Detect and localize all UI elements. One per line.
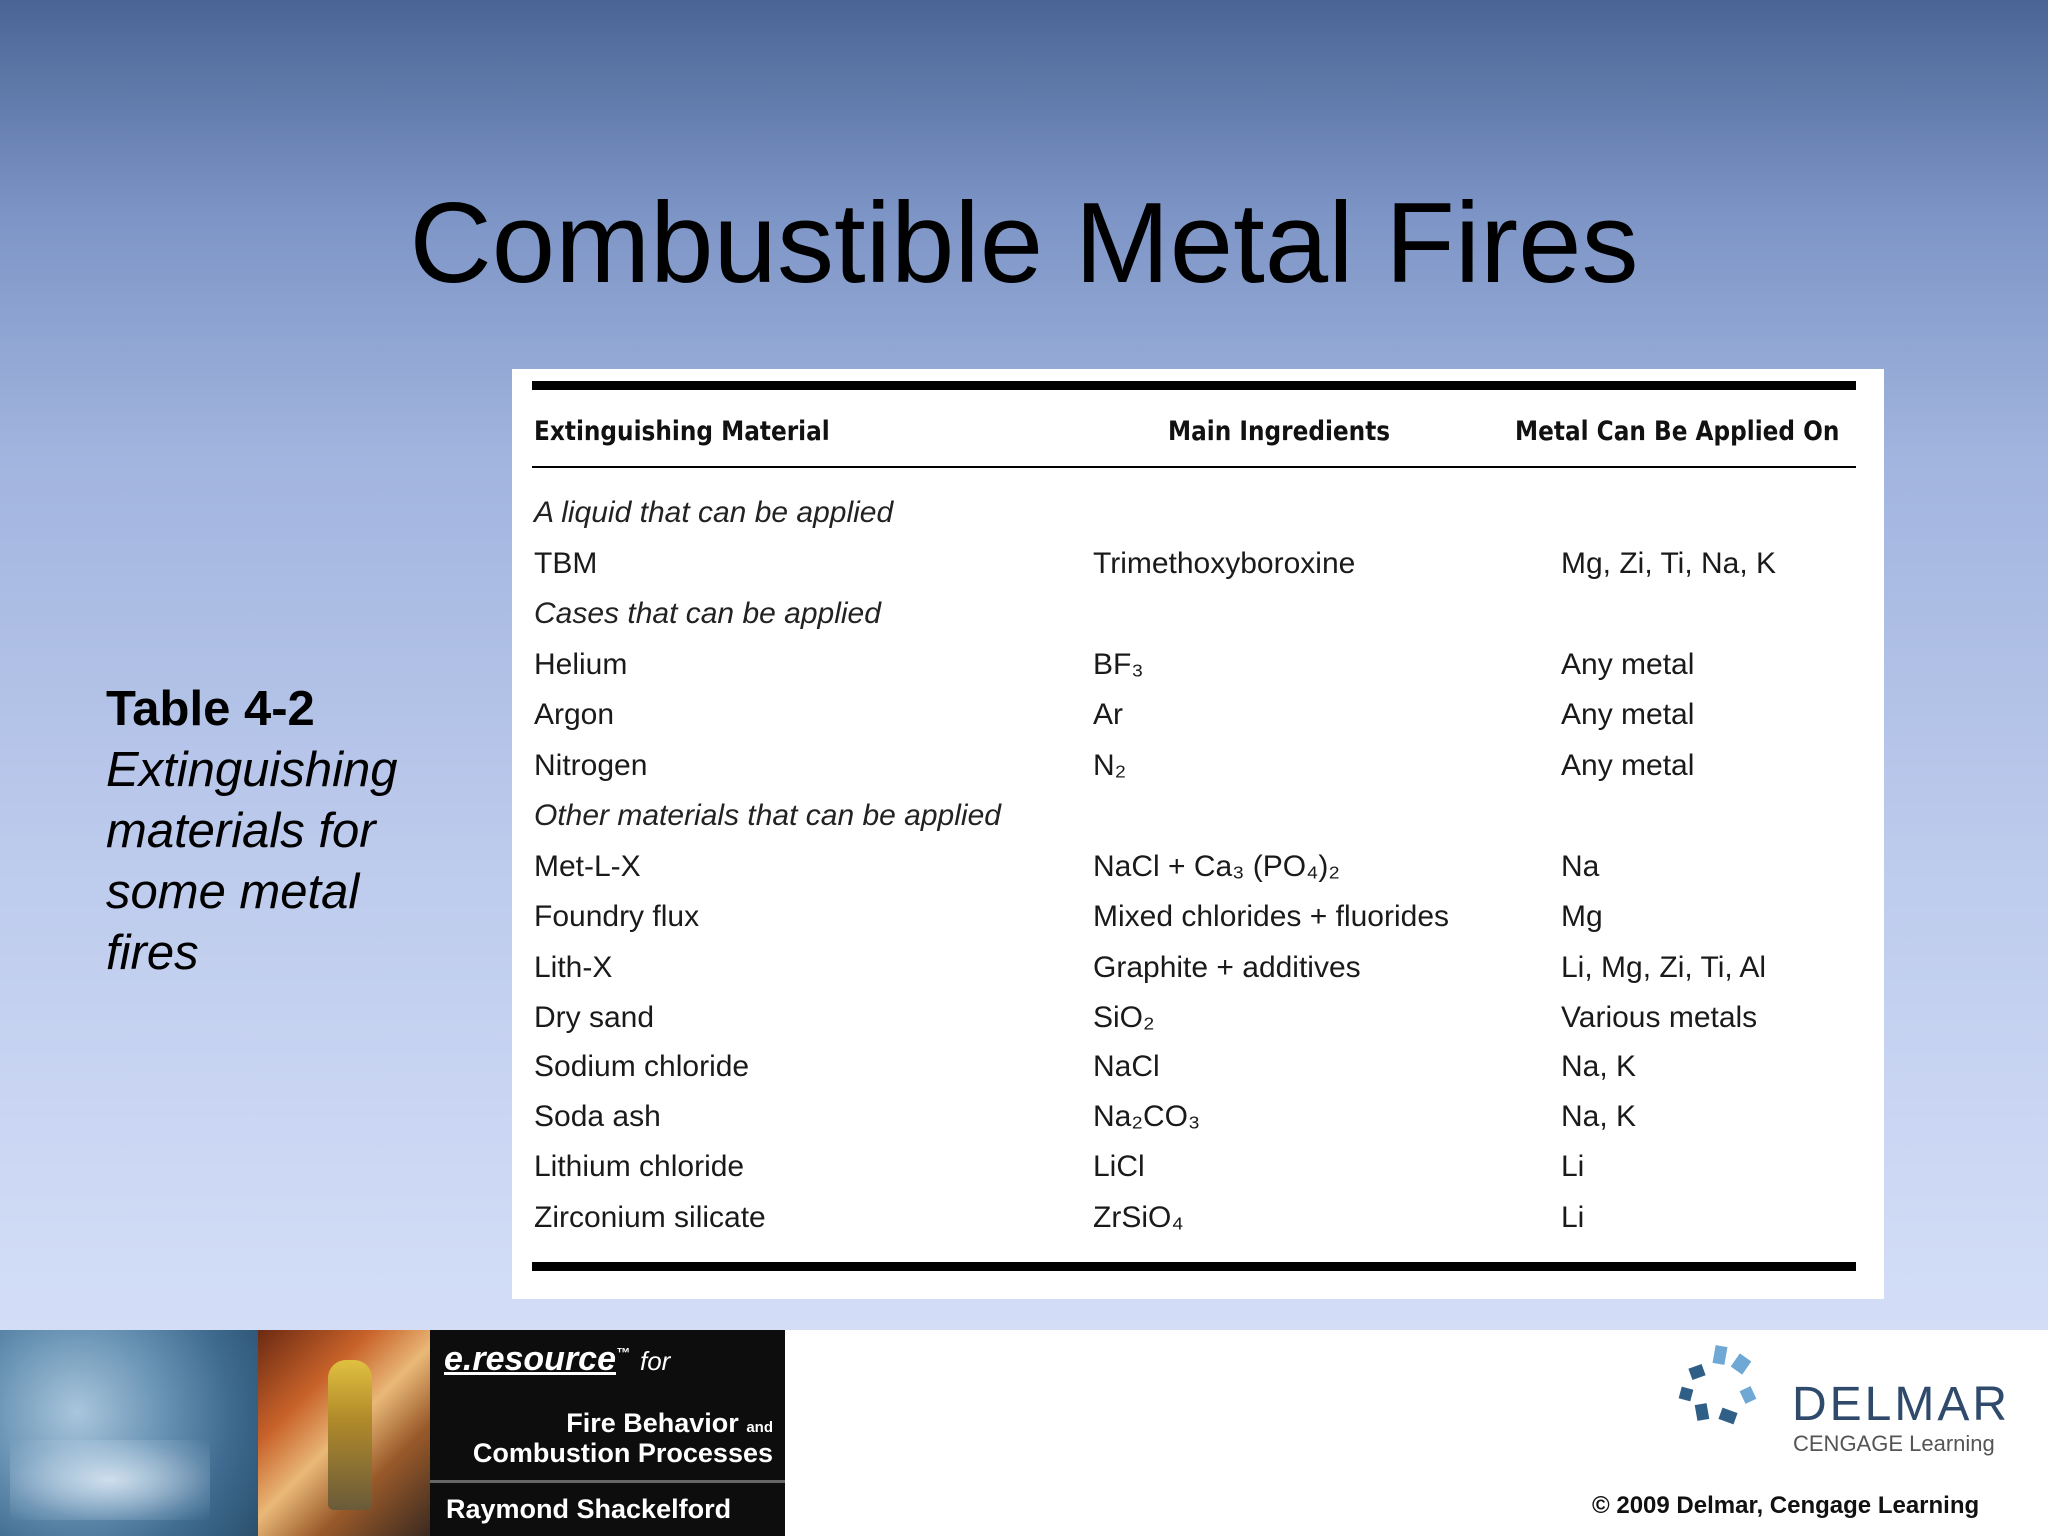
cell-metals: Mg <box>1561 900 1603 933</box>
cell-material: Sodium chloride <box>534 1050 750 1083</box>
cell-metals: Various metals <box>1561 1001 1758 1034</box>
cell-material: Nitrogen <box>534 749 648 782</box>
cell-metals: Li, Mg, Zi, Ti, Al <box>1561 951 1767 984</box>
header-metal-applied-on: Metal Can Be Applied On <box>1515 416 1840 447</box>
caption-label: Table 4-2 <box>106 682 315 736</box>
cell-ingredients: Ar <box>1093 698 1123 731</box>
caption-line: fires <box>106 926 199 980</box>
slide-title: Combustible Metal Fires <box>409 180 1639 307</box>
cell-material: Argon <box>534 698 615 731</box>
cell-material: Zirconium silicate <box>534 1201 766 1234</box>
cell-material: Foundry flux <box>534 900 700 933</box>
caption-line: materials for <box>106 804 376 858</box>
cell-ingredients: LiCl <box>1093 1150 1145 1183</box>
section-label: A liquid that can be applied <box>534 496 894 529</box>
cell-metals: Na, K <box>1561 1050 1637 1083</box>
eresource-brand-box <box>430 1330 785 1536</box>
cell-metals: Li <box>1561 1201 1585 1234</box>
table-top-rule <box>532 381 1856 390</box>
header-main-ingredients: Main Ingredients <box>1168 416 1391 447</box>
cell-metals: Na <box>1561 850 1600 883</box>
cell-ingredients: BF₃ <box>1093 648 1144 681</box>
cell-material: Dry sand <box>534 1001 655 1034</box>
cell-material: Met-L-X <box>534 850 641 883</box>
cell-metals: Na, K <box>1561 1100 1637 1133</box>
cell-ingredients: Trimethoxyboroxine <box>1093 547 1356 580</box>
footer-banner <box>0 1330 2048 1536</box>
section-label: Other materials that can be applied <box>534 799 1001 832</box>
publisher-subtitle: CENGAGE Learning <box>1793 1431 1995 1456</box>
book-title-line1: Fire Behavior and <box>566 1408 773 1438</box>
brand-divider <box>430 1480 785 1483</box>
caption-description <box>106 740 486 984</box>
publisher-name: DELMAR <box>1792 1378 2011 1431</box>
cell-metals: Any metal <box>1561 749 1695 782</box>
firefighter-figure <box>328 1360 372 1510</box>
cell-material: TBM <box>534 547 598 580</box>
table-bottom-rule <box>532 1262 1856 1271</box>
cell-material: Soda ash <box>534 1100 661 1133</box>
copyright-notice: © 2009 Delmar, Cengage Learning <box>1592 1492 1980 1519</box>
cell-material: Helium <box>534 648 628 681</box>
cell-ingredients: NaCl + Ca₃ (PO₄)₂ <box>1093 850 1340 883</box>
caption-line: Extinguishing <box>106 743 398 797</box>
cell-ingredients: Graphite + additives <box>1093 951 1361 984</box>
caption-line: some metal <box>106 865 360 919</box>
firefighter-photo <box>258 1330 430 1536</box>
cell-ingredients: SiO₂ <box>1093 1001 1155 1034</box>
cell-metals: Mg, Zi, Ti, Na, K <box>1561 547 1777 580</box>
cell-metals: Any metal <box>1561 698 1695 731</box>
eresource-logo: e.resource™ <box>444 1340 630 1378</box>
cell-material: Lith-X <box>534 951 613 984</box>
cell-metals: Li <box>1561 1150 1585 1183</box>
cell-ingredients: N₂ <box>1093 749 1127 782</box>
ice-photo <box>0 1330 258 1536</box>
delmar-logo-icon <box>1676 1344 1766 1434</box>
section-label: Cases that can be applied <box>534 597 881 630</box>
table-header-rule <box>532 466 1856 468</box>
table-caption <box>106 678 486 984</box>
cell-ingredients: NaCl <box>1093 1050 1160 1083</box>
book-author: Raymond Shackelford <box>446 1494 732 1524</box>
cell-material: Lithium chloride <box>534 1150 745 1183</box>
cell-ingredients: Mixed chlorides + fluorides <box>1093 900 1450 933</box>
header-extinguishing-material: Extinguishing Material <box>534 416 830 447</box>
cell-ingredients: ZrSiO₄ <box>1093 1201 1184 1234</box>
brand-for-label: for <box>640 1346 671 1376</box>
book-title-line2: Combustion Processes <box>472 1438 773 1468</box>
cell-ingredients: Na₂CO₃ <box>1093 1100 1201 1133</box>
extinguishing-materials-table <box>512 369 1884 1299</box>
cell-metals: Any metal <box>1561 648 1695 681</box>
